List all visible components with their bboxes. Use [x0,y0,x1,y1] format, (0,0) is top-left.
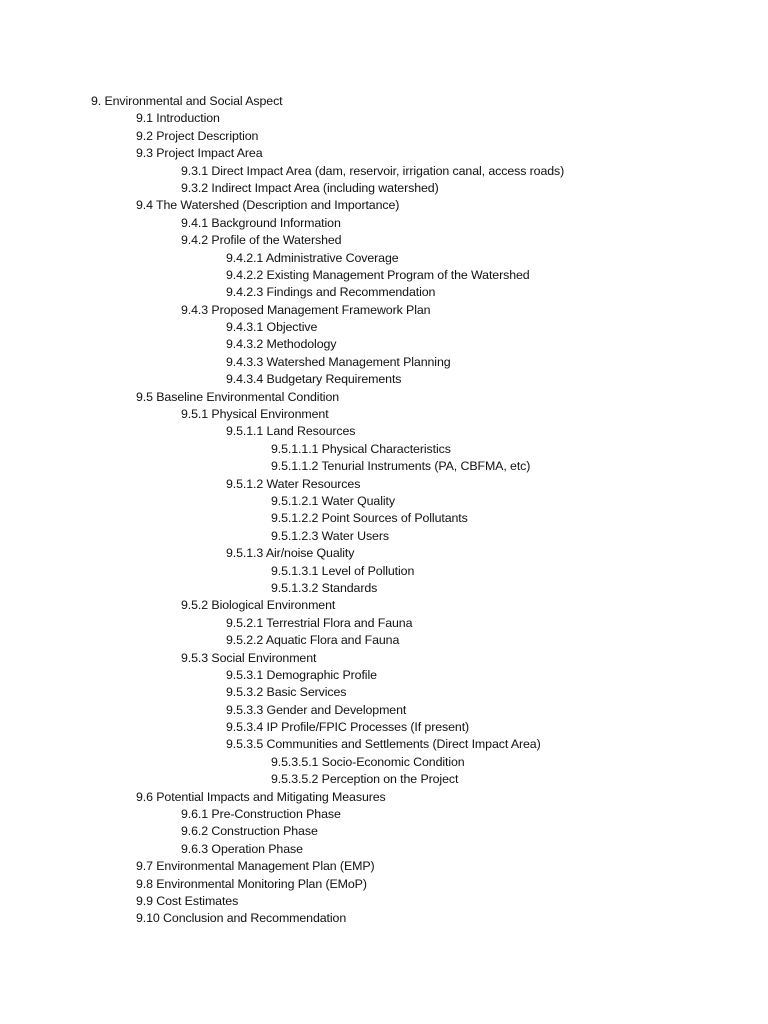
toc-entry: 9.5.1.2.1 Water Quality [271,493,395,508]
toc-entry: 9.4.1 Background Information [181,215,341,230]
toc-entry: 9.5.3 Social Environment [181,650,317,665]
toc-entry: 9.5.1.3.1 Level of Pollution [271,563,415,578]
toc-entry: 9.2 Project Description [136,128,259,143]
toc-entry: 9.3 Project Impact Area [136,146,263,161]
toc-entry: 9.4 The Watershed (Description and Importance) [136,198,400,213]
toc-entry: 9.5.3.2 Basic Services [226,685,347,700]
toc-entry: 9.10 Conclusion and Recommendation [136,911,347,926]
toc-entry: 9.5.2 Biological Environment [181,598,336,613]
toc-entry: 9.4.3.1 Objective [226,320,318,335]
toc-entry: 9.4.3 Proposed Management Framework Plan [181,302,431,317]
toc-entry: 9.4.3.2 Methodology [226,337,337,352]
toc-entry: 9.4.2.2 Existing Management Program of the Watershed [226,267,530,282]
toc-entry: 9.5.3.5 Communities and Settlements (Direct Impact Area) [226,737,541,752]
toc-entry: 9.3.1 Direct Impact Area (dam, reservoir, irrigation canal, access roads) [181,163,565,178]
toc-entry: 9.6.1 Pre-Construction Phase [181,807,341,822]
toc-entry: 9.5.3.3 Gender and Development [226,702,407,717]
toc-entry: 9.5.1.2.2 Point Sources of Pollutants [271,511,468,526]
toc-entry: 9.5.2.1 Terrestrial Flora and Fauna [226,615,413,630]
toc-entry: 9.5.1 Physical Environment [181,407,329,422]
toc-entry: 9.5.1.1.2 Tenurial Instruments (PA, CBFMA, etc) [271,459,531,474]
toc-entry: 9.4.2.3 Findings and Recommendation [226,285,436,300]
toc-entry: 9.9 Cost Estimates [136,893,239,908]
toc-entry: 9.5.3.5.2 Perception on the Project [271,772,459,787]
toc-entry: 9.5.2.2 Aquatic Flora and Fauna [226,633,400,648]
toc-entry: 9.4.2 Profile of the Watershed [181,233,342,248]
toc-entry: 9.4.2.1 Administrative Coverage [226,250,399,265]
toc-entry: 9.5.1.3.2 Standards [271,580,378,595]
toc-entry: 9.1 Introduction [136,111,220,126]
toc-entry: 9.7 Environmental Management Plan (EMP) [136,859,375,874]
toc-entry: 9.5.1.1.1 Physical Characteristics [271,441,451,456]
toc-entry: 9.5.3.4 IP Profile/FPIC Processes (If present) [226,720,470,735]
toc-entry: 9.4.3.4 Budgetary Requirements [226,372,402,387]
table-of-contents [91,93,564,928]
toc-entry: 9.6.3 Operation Phase [181,841,303,856]
toc-entry: 9.5.1.2.3 Water Users [271,528,389,543]
toc-entry: 9.6.2 Construction Phase [181,824,318,839]
toc-entry: 9.4.3.3 Watershed Management Planning [226,354,451,369]
toc-entry: 9.8 Environmental Monitoring Plan (EMoP) [136,876,367,891]
toc-entry: 9. Environmental and Social Aspect [91,94,283,108]
toc-entry: 9.5.3.5.1 Socio-Economic Condition [271,754,465,769]
toc-entry: 9.5.1.3 Air/noise Quality [226,546,355,561]
toc-entry: 9.5.1.1 Land Resources [226,424,356,439]
toc-entry: 9.5.3.1 Demographic Profile [226,667,377,682]
toc-entry: 9.5 Baseline Environmental Condition [136,389,340,404]
toc-entry: 9.6 Potential Impacts and Mitigating Measures [136,789,386,804]
toc-entry: 9.5.1.2 Water Resources [226,476,361,491]
toc-entry: 9.3.2 Indirect Impact Area (including watershed) [181,180,439,195]
